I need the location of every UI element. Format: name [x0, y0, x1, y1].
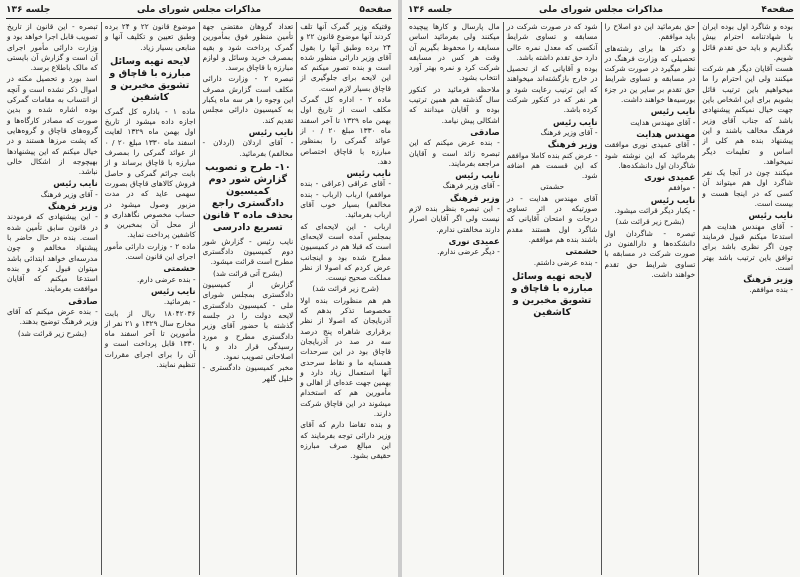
paragraph: ماده ۲ - اداره کل گمرک مکلف است از تاریخ اول بهمن ماه ۱۳۲۹ تا آخر اسفند ماه ۱۳۳۰ مبلغ ۲۰ / ۰ از عوائد گمرکی را بمنظور مبارزه با قاچاق اختصاص دهد. — [300, 95, 391, 166]
section-heading: لایحه تهیه وسائل مبارزه با قاچاق و تشویق مخبرین و کاشفین — [511, 270, 593, 318]
speaker-name: حشمتی — [163, 263, 196, 274]
page-number: صفحه۵ — [359, 5, 392, 15]
paragraph: - آقای وزیر فرهنگ — [40, 189, 98, 199]
paragraph: - بنده عرض میکنم که این تبصره زائد است و آقایان مراجعه بفرمایند. — [409, 138, 500, 168]
paragraph: - یکبار دیگر قرائت میشود. — [614, 206, 696, 216]
section-heading: ۱۰- طرح و تصویب گزارش شور دوم کمیسیون دادگستری راجع بحذف ماده ۳ قانون تسریع دادرسی — [202, 161, 293, 233]
paragraph: گزارش از کمیسیون دادگستری بمجلس شورای ملی - کمیسیون دادگستری لایحه دولت را در جلسه گذشته با حضور آقای وزیر دادگستری مطرح و مورد رسیدگی قرار داد و با اصلاحاتی تصویب نمود. — [202, 280, 294, 362]
paragraph: - بنده عرضی داشتم. — [533, 257, 598, 267]
paragraph: اسد بورد و تحصیل مکنه در اموال ذکر نشده است و آنچه از انتساب به مقامات گمرکی بوده اشاره شده و بدین صورت که مصادر کارگاه‌ها و گروه‌های قاچاق و گروه‌هایی که پشت مرزها هستند و در خیال میکنم که این پیشنهادها بهیچوجه از اشکال خالی نباشد. — [7, 74, 98, 177]
page-header — [6, 4, 392, 19]
text-column — [199, 22, 297, 575]
page-number: صفحه۴ — [761, 5, 794, 15]
paragraph: - موافقم — [668, 183, 696, 193]
speaker-name: نایب رئیس — [650, 106, 696, 117]
speaker-name: وزیر فرهنگ — [449, 192, 500, 203]
text-column — [601, 22, 699, 575]
speaker-name: نایب رئیس — [53, 178, 98, 189]
paragraph: ملاحظه فرمائید در کنکور سال گذشته هم همین ترتیب بوده و آقایان میدانند که اشکالی پیش نیامد. — [409, 84, 500, 125]
paragraph: آقای مهندس هدایت - در صورتیکه در اثر تساوی درجات و امتحان آقایانی که شاگرد اول هستند مقدم باشند بنده هم موافقم. — [506, 193, 598, 244]
editorial-note: (بشرح آتی قرائت شد) — [213, 268, 283, 278]
right-page — [402, 0, 800, 577]
speaker-name: عمیدی نوری — [448, 235, 500, 246]
paragraph: هم هم منظورات بنده اولا مخصوصا تذکر بدهم که آذربایجان که اصولا از نظر برقراری شاهراه پنج درصد سه در صد در آذربایجان قاچاق بود در این سرحدات همسایه ما و نقاط سرحدی آنها استعمال زیاد دارد و بهمین جهت عده‌ای از اهالی و مأمورین هم که استخدام میشوند در این قاچاق شرکت دارند. — [300, 295, 391, 418]
speaker-name: مهندس هدایت — [636, 128, 696, 139]
paragraph: ارباب - این لایحه‌ای که بمجلس آمده است لایحه‌ای است که قبلا هم در کمیسیون مطرح شده بود و اینجانب عرض کردم که اصولا از نظر مملکت صحیح نیست. — [300, 221, 391, 283]
speaker-name: نایب رئیس — [748, 210, 793, 221]
paragraph: - آقای عمیدی نوری موافقت بفرمائید که این نوشته شود شاگردان اول دانشکده‌ها. — [604, 140, 696, 170]
paragraph: - بنده موافقم. — [749, 285, 793, 295]
editorial-note: حشمتی — [540, 182, 565, 192]
publication-title: مذاکرات مجلس شورای ملی — [136, 5, 262, 15]
paragraph: - عرض کنم بنده کاملا موافقم که این قسمت هم اضافه شود. — [506, 150, 598, 181]
speaker-name: صادقی — [68, 295, 98, 306]
paragraph: - بنده عرضی دارم. — [136, 274, 196, 284]
speaker-name: وزیر فرهنگ — [47, 201, 98, 212]
paragraph: - آقای مهندس هدایت — [630, 117, 696, 127]
paragraph: - این پیشنهادی که فرمودند در قانون سابق تأمین شده است. بنده در حال حاضر با پیشنهاد مخالفم و چون مدرسه‌ای خواهد ابتدائی باشد میتوان قبول کرد و بنده استدعا میکنم که آقایان موافقت بفرمایند. — [7, 212, 98, 294]
speaker-name: نایب رئیس — [455, 170, 500, 181]
speaker-name: حشمتی — [565, 246, 598, 257]
columns — [406, 22, 796, 575]
paragraph: تبصره - شاگردان اول دانشکده‌ها و دارالفنون در صورت شرکت در مسابقه با تساوی شرایط حق تقدم خواهند داشت. — [604, 228, 696, 279]
speaker-name: عمیدی نوری — [644, 172, 696, 183]
speaker-name: نایب رئیس — [248, 126, 294, 137]
paragraph: حق بفرمائید این دو اصلاح را باید موافقم. — [604, 22, 696, 42]
speaker-name: صادقی — [470, 126, 500, 137]
paragraph: ماده ۲ - وزارت دارائی مأمور اجرای این قانون است. — [104, 241, 196, 262]
publication-title: مذاکرات مجلس شورای ملی — [538, 5, 664, 15]
paragraph: - بنده عرض میکنم که آقای وزیر فرهنگ توضیح بدهند. — [7, 307, 98, 327]
speaker-name: نایب رئیس — [553, 116, 598, 127]
columns — [4, 22, 394, 575]
editorial-note: (شرح زیر قرائت شد) — [312, 284, 379, 294]
paragraph: نایب رئیس - گزارش شور دوم کمیسیون دادگستری مطرح است قرائت میشود. — [202, 236, 294, 267]
paragraph: میکنند چون در آنجا یک نفر شاگرد اول هم میتواند آن کسی که در اینجا هست و بیست است. — [702, 168, 793, 209]
section-heading: لایحه تهیه وسائل مبارزه با قاچاق و تشویق مخبرین و کاشفین — [109, 55, 191, 103]
page-header — [408, 4, 794, 19]
paragraph: - بفرمائید. — [163, 297, 196, 307]
text-column — [698, 22, 796, 575]
speaker-name: وزیر فرهنگ — [743, 274, 793, 285]
paragraph: - آقای مهندس هدایت هم استدعا میکنم قبول فرمایند چون اگر نظری باشد برای توافق باین ترتیب باشد بهتر است. — [702, 221, 793, 272]
paragraph: - دیگر عرضی ندارم. — [437, 247, 500, 257]
paragraph: و بنده تقاضا دارم که آقای وزیر دارائی توجه بفرمایند که این مبالغ صرف مبارزه حقیقی بشود. — [300, 420, 391, 461]
paragraph: - آقای اردلان (اردلان - مخالفم) بفرمائید. — [202, 138, 294, 158]
left-page — [0, 0, 398, 577]
paragraph: بوده و آقایانی که از تحصیل در خارج بازگشته‌اند میخواهند که این ترتیب رعایت شود و هر نفر که در کنکور شرکت کرده باشد. — [506, 64, 598, 115]
session-number: جلسه ۱۳۶ — [408, 5, 453, 15]
text-column — [4, 22, 101, 575]
paragraph: ماده ۱ - باداره کل گمرک اجازه داده میشود از تاریخ اول بهمن ماه ۱۳۲۹ لغایت اسفند ماه ۱۳۳۰ مبلغ ۲۰ / ۰ از عوائد گمرکی را بمصرف مبارزه با قاچاق برساند و از بابت جرائم گمرکی و حاصل فروش کالاهای قاچاق بصورت سهمی عاید که در مدت مزبور وصول میشود در حساب مخصوص نگاهداری و از محل آن بمخبرین و کاشفین پرداخت نماید. — [104, 106, 196, 240]
session-number: جلسه ۱۳۶ — [6, 5, 51, 15]
editorial-note: (بشرح زیر قرائت شد) — [17, 328, 87, 338]
text-column — [101, 22, 199, 575]
text-column — [406, 22, 503, 575]
paragraph: هست آقایان دیگر هم شرکت میکنند ولی این احترام را ما میخواهیم باین ترتیب قائل بشویم برای این اشخاص باین جهت خیال نمیکنم پیشنهادی باشد که جناب آقای وزیر فرهنگ مخالف باشند و این پیشنهاد بنده هم کلی از اساس و تعلیمات دیگر نمیخواهد. — [702, 64, 793, 166]
text-column — [503, 22, 601, 575]
paragraph: - آقای وزیر فرهنگ — [540, 127, 598, 137]
text-column — [296, 22, 394, 575]
speaker-name: نایب رئیس — [151, 285, 196, 296]
paragraph: وقتیکه وزیر گمرک آنها تلف کردند آنها موضوع قانون ۲۲ و ۲۴ برده وطبق آنها را بقول آقای وزیر دارائی منظور شده است و بنده تصور میکنم که این لایحه برای جلوگیری از قاچاق بسیار لازم است. — [300, 22, 392, 93]
paragraph: شود که در صورت شرکت در مسابقه و تساوی شرایط آنکسی که معدل نمره عالی دارد حق تقدم داشته باشد. — [506, 22, 598, 62]
editorial-note: (بشرح زیر قرائت شد) — [615, 217, 685, 227]
paragraph: بوده و شاگرد اول بوده ایران با شهادتنامه احترام بیش بگذاریم و باید حق تقدم قائل شویم. — [702, 22, 793, 62]
paragraph: مال پارسال و کارها پیچیده میکنند ولی بفرمائید اساس مسابقه را محفوظ بگیریم آن وقت هر کس در مسابقه شرکت کرد و نمره بهتر آورد انتخاب بشود. — [409, 22, 500, 83]
paragraph: - آقای وزیر فرهنگ — [442, 181, 500, 191]
speaker-name: نایب رئیس — [650, 194, 696, 205]
paragraph: - آقای عراقی (عراقی - بنده موافقم) ارباب (ارباب - بنده مخالفم) بسیار خوب آقای ارباب بفرمائید. — [300, 179, 391, 220]
paragraph: مخبر کمیسیون دادگستری - خلیل گلهر — [202, 363, 294, 383]
paragraph: تعداد گروهان مقتضی جهة تأمین منظور فوق بمأمورین گمرک پرداخت شود و بقیه بمصرف خرید وسائل و لوازم مبارزه با قاچاق برسد. — [202, 22, 294, 73]
paragraph: و دکتر ها برای رشته‌های تحصیلی که وزارت فرهنگ در نظر میگیرد در صورت شرکت در مسابقه و تساوی شرایط حق تقدم بر سایر ین در جزء بورسیه‌ها خواهند داشت. — [604, 43, 696, 105]
speaker-name: نایب رئیس — [346, 168, 391, 179]
paragraph: تبصره ۲ - وزارت دارائی مکلف است گزارش مصرف این وجوه را هر سه ماه یکبار به کمیسیون دارائی مجلس تقدیم کند. — [202, 74, 294, 125]
paragraph: - این تبصره بنظر بنده لازم نیست ولی اگر آقایان اصرار دارند مخالفتی ندارم. — [409, 204, 500, 234]
speaker-name: وزیر فرهنگ — [547, 139, 598, 150]
paragraph: تبصره - این قانون از تاریخ تصویب قابل اجرا خواهد بود و وزارت دارائی مأمور اجرای آن است و گزارش آن بایستی که مالک باطلاع برسد. — [7, 22, 98, 73]
paragraph: ۱۸۰۴۲۰۳۶ ریال از بابت مخارج سال ۱۳۲۹ و ۲۱ نفر از مأمورین تا آخر اسفند ماه ۱۳۳۰ قابل پرداخت است و آن را برای اجرای مقررات تنظیم نمایند. — [104, 308, 196, 370]
paragraph: موضوع قانون ۲۲ و ۲۴ برده وطبق تعیین و تکلیف آنها و منابعی بسیار زیاد. — [104, 22, 196, 52]
